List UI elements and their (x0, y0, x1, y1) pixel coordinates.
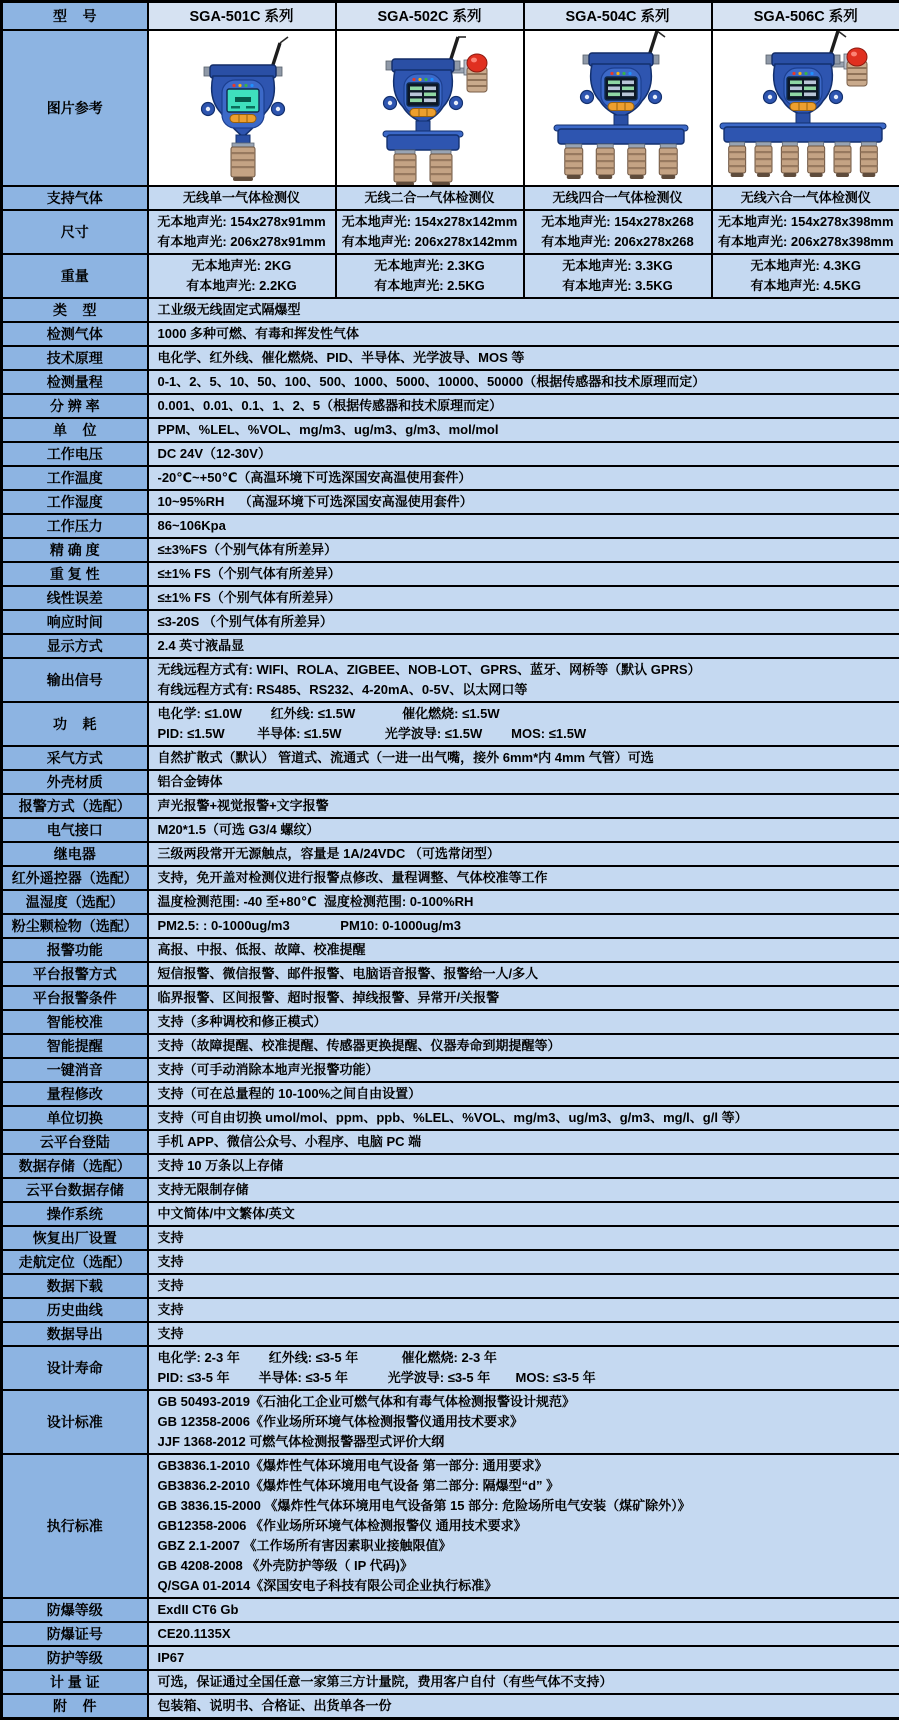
spec-row-value: DC 24V（12-30V） (148, 442, 899, 466)
spec-row-value: 电化学、红外线、催化燃烧、PID、半导体、光学波导、MOS 等 (148, 346, 899, 370)
spec-row-label: 平台报警方式 (2, 962, 148, 986)
spec-row (2, 442, 899, 466)
spec-row-value: -20℃~+50℃（高温环境下可选深国安高温使用套件） (148, 466, 899, 490)
spec-row-label: 响应时间 (2, 610, 148, 634)
spec-row-label: 重 复 性 (2, 562, 148, 586)
spec-row-label: 工作湿度 (2, 490, 148, 514)
size-row-label: 尺寸 (2, 210, 148, 254)
model-header-sga-502c: SGA-502C 系列 (336, 2, 524, 30)
spec-row-label: 云平台数据存储 (2, 1178, 148, 1202)
spec-row-value: 中文简体/中文繁体/英文 (148, 1202, 899, 1226)
spec-row-label: 操作系统 (2, 1202, 148, 1226)
spec-row-label: 分 辨 率 (2, 394, 148, 418)
product-image-sga-501c (148, 30, 336, 186)
spec-row (2, 1670, 899, 1694)
spec-row-value: 三级两段常开无源触点，容量是 1A/24VDC （可选常闭型） (148, 842, 899, 866)
spec-row-label: 云平台登陆 (2, 1130, 148, 1154)
spec-row-value: 无线远程方式有: WIFI、ROLA、ZIGBEE、NOB-LOT、GPRS、蓝牙、网桥等（默认 GPRS） 有线远程方式有: RS485、RS232、4-20mA、0-5V、以太网口等 (148, 658, 899, 702)
spec-row-label: 检测气体 (2, 322, 148, 346)
spec-row-label: 采气方式 (2, 746, 148, 770)
spec-row-label: 外壳材质 (2, 770, 148, 794)
spec-row-value: GB3836.1-2010《爆炸性气体环境用电气设备 第一部分: 通用要求》 GB3836.2-2010《爆炸性气体环境用电气设备 第二部分: 隔爆型“d” 》 GB 3836.15-2000 《爆炸性气体环境用电气设备第 15 部分: 危险场所电气安装（煤矿除外）》 GB12358-2006 《作业场所环境气体检测报警仪 通用技术要求》 GBZ 2.1-2007 《工作场所有害因素职业接触限值》 GB 4208-2008 《外壳防护等级（ IP 代码)》 Q/SGA 01-2014《深国安电子科技有限公司企业执行标准》 (148, 1454, 899, 1598)
spec-row-value: 0-1、2、5、10、50、100、500、1000、5000、10000、50000（根据传感器和技术原理而定） (148, 370, 899, 394)
image-row-label: 图片参考 (2, 30, 148, 186)
spec-row-value: 支持，免开盖对检测仪进行报警点修改、量程调整、气体校准等工作 (148, 866, 899, 890)
size-value: 无本地声光: 154x278x398mm 有本地声光: 206x278x398mm (712, 210, 899, 254)
spec-row-value: ≤±1% FS（个别气体有所差异） (148, 586, 899, 610)
spec-row (2, 1274, 899, 1298)
spec-row (2, 770, 899, 794)
spec-row-value: 支持 (148, 1298, 899, 1322)
model-header-sga-501c: SGA-501C 系列 (148, 2, 336, 30)
spec-row-value: 支持 10 万条以上存储 (148, 1154, 899, 1178)
spec-row-value: 手机 APP、微信公众号、小程序、电脑 PC 端 (148, 1130, 899, 1154)
spec-row-label: 执行标准 (2, 1454, 148, 1598)
spec-row-value: 铝合金铸体 (148, 770, 899, 794)
spec-row (2, 702, 899, 746)
spec-row (2, 346, 899, 370)
spec-row-value: PM2.5: : 0-1000ug/m3 PM10: 0-1000ug/m3 (148, 914, 899, 938)
spec-row-value: 高报、中报、低报、故障、校准提醒 (148, 938, 899, 962)
spec-row-label: 单 位 (2, 418, 148, 442)
spec-row-value: ≤±1% FS（个别气体有所差异） (148, 562, 899, 586)
spec-row-value: 温度检测范围: -40 至+80℃ 湿度检测范围: 0-100%RH (148, 890, 899, 914)
spec-row (2, 1346, 899, 1390)
spec-row-value: 支持 (148, 1226, 899, 1250)
spec-row (2, 1646, 899, 1670)
spec-row-value: 工业级无线固定式隔爆型 (148, 298, 899, 322)
spec-row (2, 1082, 899, 1106)
spec-row-label: 技术原理 (2, 346, 148, 370)
spec-row-value: 电化学: ≤1.0W 红外线: ≤1.5W 催化燃烧: ≤1.5W PID: ≤1.5W 半导体: ≤1.5W 光学波导: ≤1.5W MOS: ≤1.5W (148, 702, 899, 746)
supported-gas-value: 无线四合一气体检测仪 (524, 186, 712, 210)
spec-row (2, 1390, 899, 1454)
spec-row-label: 温湿度（选配） (2, 890, 148, 914)
spec-row-value: 自然扩散式（默认） 管道式、流通式（一进一出气嘴，接外 6mm*内 4mm 气管）可选 (148, 746, 899, 770)
spec-row-label: 量程修改 (2, 1082, 148, 1106)
model-header-sga-504c: SGA-504C 系列 (524, 2, 712, 30)
spec-row-label: 粉尘颗检物（选配） (2, 914, 148, 938)
spec-row (2, 514, 899, 538)
spec-row-label: 报警方式（选配） (2, 794, 148, 818)
spec-row (2, 914, 899, 938)
spec-row-label: 显示方式 (2, 634, 148, 658)
spec-row (2, 1250, 899, 1274)
spec-row-value: IP67 (148, 1646, 899, 1670)
spec-row-value: GB 50493-2019《石油化工企业可燃气体和有毒气体检测报警设计规范》 GB 12358-2006《作业场所环境气体检测报警仪通用技术要求》 JJF 1368-2012 可燃气体检测报警器型式评价大纲 (148, 1390, 899, 1454)
weight-row-label: 重量 (2, 254, 148, 298)
model-header-label: 型 号 (2, 2, 148, 30)
spec-row (2, 1130, 899, 1154)
spec-row-label: 数据下载 (2, 1274, 148, 1298)
model-header-sga-506c: SGA-506C 系列 (712, 2, 899, 30)
spec-row (2, 586, 899, 610)
spec-row-label: 走航定位（选配） (2, 1250, 148, 1274)
spec-row (2, 1694, 899, 1719)
spec-row (2, 938, 899, 962)
spec-row-value: 电化学: 2-3 年 红外线: ≤3-5 年 催化燃烧: 2-3 年 PID: ≤3-5 年 半导体: ≤3-5 年 光学波导: ≤3-5 年 MOS: ≤3-5 年 (148, 1346, 899, 1390)
spec-row-label: 智能提醒 (2, 1034, 148, 1058)
spec-row-value: 可选，保证通过全国任意一家第三方计量院，费用客户自付（有些气体不支持） (148, 1670, 899, 1694)
spec-row-label: 附 件 (2, 1694, 148, 1719)
spec-row-label: 线性误差 (2, 586, 148, 610)
spec-row (2, 658, 899, 702)
spec-row-value: ExdII CT6 Gb (148, 1598, 899, 1622)
spec-row-label: 电气接口 (2, 818, 148, 842)
spec-row (2, 322, 899, 346)
spec-row (2, 842, 899, 866)
weight-row (2, 254, 899, 298)
weight-value: 无本地声光: 3.3KG 有本地声光: 3.5KG (524, 254, 712, 298)
spec-row-label: 平台报警条件 (2, 986, 148, 1010)
spec-row-value: 包装箱、说明书、合格证、出货单各一份 (148, 1694, 899, 1719)
spec-row-label: 输出信号 (2, 658, 148, 702)
spec-row (2, 746, 899, 770)
spec-row-label: 数据导出 (2, 1322, 148, 1346)
spec-row-value: 0.001、0.01、0.1、1、2、5（根据传感器和技术原理而定） (148, 394, 899, 418)
spec-row-value: PPM、%LEL、%VOL、mg/m3、ug/m3、g/m3、mol/mol (148, 418, 899, 442)
spec-row (2, 538, 899, 562)
spec-row (2, 1010, 899, 1034)
spec-row-label: 工作温度 (2, 466, 148, 490)
spec-row (2, 1106, 899, 1130)
size-value: 无本地声光: 154x278x91mm 有本地声光: 206x278x91mm (148, 210, 336, 254)
spec-row-label: 设计寿命 (2, 1346, 148, 1390)
spec-row (2, 1598, 899, 1622)
spec-row (2, 890, 899, 914)
spec-row-value: 支持（可在总量程的 10-100%之间自由设置） (148, 1082, 899, 1106)
spec-row (2, 794, 899, 818)
weight-value: 无本地声光: 4.3KG 有本地声光: 4.5KG (712, 254, 899, 298)
supported-gas-value: 无线单一气体检测仪 (148, 186, 336, 210)
spec-row (2, 962, 899, 986)
supported-gas-label: 支持气体 (2, 186, 148, 210)
product-image-sga-506c (712, 30, 899, 186)
size-row (2, 210, 899, 254)
size-value: 无本地声光: 154x278x142mm 有本地声光: 206x278x142mm (336, 210, 524, 254)
spec-row-value: 86~106Kpa (148, 514, 899, 538)
spec-row (2, 1202, 899, 1226)
weight-value: 无本地声光: 2KG 有本地声光: 2.2KG (148, 254, 336, 298)
spec-row (2, 466, 899, 490)
spec-row-value: 支持 (148, 1322, 899, 1346)
supported-gas-value: 无线二合一气体检测仪 (336, 186, 524, 210)
spec-row-label: 计 量 证 (2, 1670, 148, 1694)
spec-row (2, 1622, 899, 1646)
spec-row-value: CE20.1135X (148, 1622, 899, 1646)
spec-row (2, 818, 899, 842)
spec-row-value: 10~95%RH （高湿环境下可选深国安高湿使用套件） (148, 490, 899, 514)
spec-row (2, 1298, 899, 1322)
spec-row-value: M20*1.5（可选 G3/4 螺纹） (148, 818, 899, 842)
spec-row (2, 298, 899, 322)
spec-row-label: 恢复出厂设置 (2, 1226, 148, 1250)
spec-row-label: 红外遥控器（选配） (2, 866, 148, 890)
spec-row (2, 1034, 899, 1058)
spec-row-label: 设计标准 (2, 1390, 148, 1454)
spec-row (2, 1322, 899, 1346)
spec-row-label: 检测量程 (2, 370, 148, 394)
size-value: 无本地声光: 154x278x268 有本地声光: 206x278x268 (524, 210, 712, 254)
model-header-row (2, 2, 899, 30)
spec-row (2, 1178, 899, 1202)
spec-row-label: 功 耗 (2, 702, 148, 746)
product-image-sga-504c (524, 30, 712, 186)
spec-row (2, 1226, 899, 1250)
spec-row-value: 声光报警+视觉报警+文字报警 (148, 794, 899, 818)
spec-row-label: 防爆证号 (2, 1622, 148, 1646)
spec-row (2, 394, 899, 418)
spec-row-label: 报警功能 (2, 938, 148, 962)
spec-row-label: 数据存储（选配） (2, 1154, 148, 1178)
product-image-sga-502c (336, 30, 524, 186)
spec-row-label: 工作压力 (2, 514, 148, 538)
spec-row (2, 562, 899, 586)
spec-row-label: 继电器 (2, 842, 148, 866)
spec-row (2, 866, 899, 890)
spec-row-value: 支持 (148, 1274, 899, 1298)
spec-row-value: ≤3-20S （个别气体有所差异） (148, 610, 899, 634)
spec-row-value: 支持（故障提醒、校准提醒、传感器更换提醒、仪器寿命到期提醒等） (148, 1034, 899, 1058)
spec-row-label: 智能校准 (2, 1010, 148, 1034)
spec-row-value: 支持（可自由切换 umol/mol、ppm、ppb、%LEL、%VOL、mg/m3、ug/m3、g/m3、mg/l、g/l 等） (148, 1106, 899, 1130)
spec-row-label: 单位切换 (2, 1106, 148, 1130)
spec-row-label: 防爆等级 (2, 1598, 148, 1622)
spec-row-label: 精 确 度 (2, 538, 148, 562)
spec-row (2, 418, 899, 442)
spec-row (2, 986, 899, 1010)
spec-row (2, 1058, 899, 1082)
spec-row-value: 支持无限制存储 (148, 1178, 899, 1202)
spec-row-value: 支持（多种调校和修正模式） (148, 1010, 899, 1034)
spec-row-label: 防护等级 (2, 1646, 148, 1670)
spec-row-value: ≤±3%FS（个别气体有所差异） (148, 538, 899, 562)
image-row (2, 30, 899, 186)
spec-row-label: 类 型 (2, 298, 148, 322)
spec-row-value: 临界报警、区间报警、超时报警、掉线报警、异常开/关报警 (148, 986, 899, 1010)
spec-row (2, 610, 899, 634)
spec-row-label: 工作电压 (2, 442, 148, 466)
spec-row-value: 支持 (148, 1250, 899, 1274)
weight-value: 无本地声光: 2.3KG 有本地声光: 2.5KG (336, 254, 524, 298)
spec-row-label: 历史曲线 (2, 1298, 148, 1322)
spec-row-value: 短信报警、微信报警、邮件报警、电脑语音报警、报警给一人/多人 (148, 962, 899, 986)
supported-gas-row (2, 186, 899, 210)
spec-row (2, 1454, 899, 1598)
spec-row (2, 1154, 899, 1178)
supported-gas-value: 无线六合一气体检测仪 (712, 186, 899, 210)
spec-row-value: 1000 多种可燃、有毒和挥发性气体 (148, 322, 899, 346)
spec-row (2, 370, 899, 394)
spec-row-value: 支持（可手动消除本地声光报警功能） (148, 1058, 899, 1082)
spec-row (2, 634, 899, 658)
spec-row (2, 490, 899, 514)
spec-row-label: 一键消音 (2, 1058, 148, 1082)
spec-row-value: 2.4 英寸液晶显 (148, 634, 899, 658)
